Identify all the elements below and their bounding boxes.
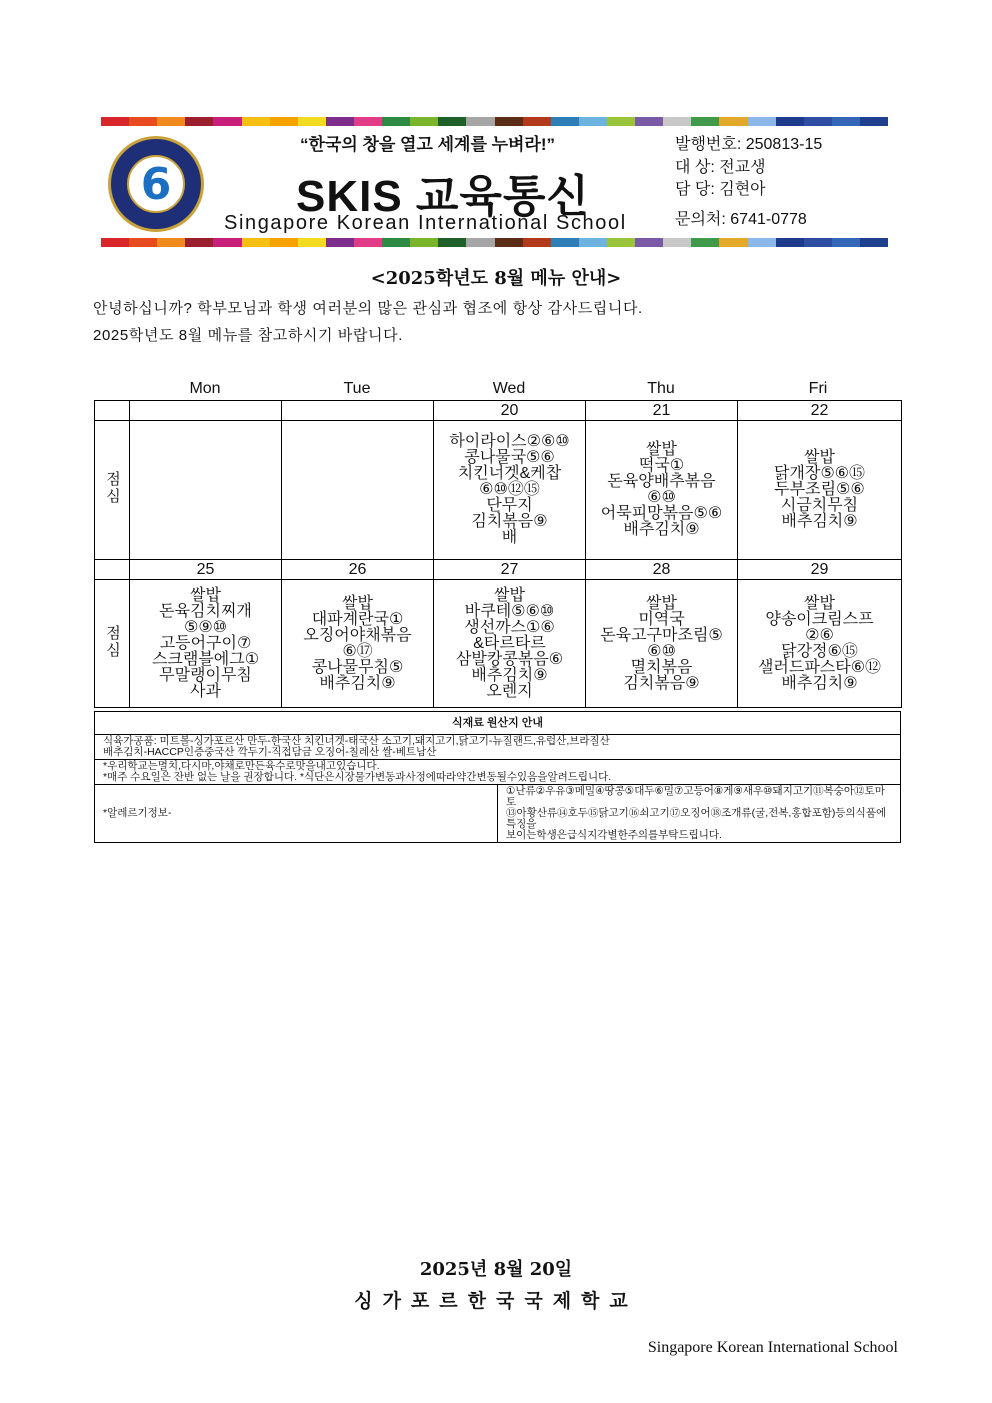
color-bar-segment — [382, 117, 410, 126]
header-color-bar-top — [101, 117, 888, 126]
meal-label — [95, 421, 130, 560]
color-bar-segment — [410, 238, 438, 247]
manager-label: 담 당: — [675, 181, 715, 198]
header-color-bar-bottom — [101, 238, 888, 247]
dish-item: 오징어야채볶음 — [303, 626, 412, 644]
dish-item: 무말랭이무침 — [159, 666, 252, 684]
color-bar-segment — [663, 238, 691, 247]
date-cell: 29 — [738, 560, 902, 580]
color-bar-segment — [523, 238, 551, 247]
meal-label — [95, 580, 130, 708]
color-bar-segment — [719, 238, 747, 247]
origin-line-1: 식육가공품: 미트볼-싱가포르산 만두-한국산 치킨너겟-태국산 소고기,돼지고기,닭고기-뉴질랜드,유럽산,브라질산 — [103, 735, 610, 747]
color-bar-segment — [607, 117, 635, 126]
color-bar-segment — [270, 238, 298, 247]
week2-meal-row — [95, 580, 902, 708]
greeting-line-1: 안녕하십니까? 학부모님과 학생 여러분의 많은 관심과 협조에 항상 감사드립니다. — [93, 300, 643, 317]
color-bar-segment — [129, 238, 157, 247]
color-bar-segment — [213, 117, 241, 126]
color-bar-segment — [101, 117, 129, 126]
date-row-label — [95, 560, 130, 580]
color-bar-segment — [748, 117, 776, 126]
color-bar-segment — [607, 238, 635, 247]
color-bar-segment — [157, 238, 185, 247]
color-bar-segment — [438, 117, 466, 126]
notice-title: <2025학년도 8월 메뉴 안내> — [370, 268, 622, 289]
dish-item: 치킨너겟&케찹 — [457, 465, 562, 482]
color-bar-segment — [691, 238, 719, 247]
dish-item: 사과 — [190, 682, 221, 700]
menu-cell — [130, 421, 282, 560]
color-bar-segment — [804, 117, 832, 126]
color-bar-segment — [466, 117, 494, 126]
origin-info — [95, 735, 901, 760]
allergy-row — [95, 785, 901, 843]
dish-item: 배추김치⑨ — [623, 521, 700, 538]
day-header-wed: Wed — [492, 380, 526, 397]
date-cell — [130, 401, 282, 421]
color-bar-segment — [157, 117, 185, 126]
allergy-line-1: ①난류②우유③메밀④땅콩⑤대두⑥밀⑦고등어⑧게⑨새우⑩돼지고기⑪복숭아⑫토마토 — [506, 785, 885, 808]
dish-item: 하이라이스②⑥⑩ — [449, 433, 570, 450]
date-row-label — [95, 401, 130, 421]
notes-table — [94, 711, 901, 843]
week1-meal-row — [95, 421, 902, 560]
allergy-info — [498, 785, 901, 843]
dish-item: 멸치볶음 — [630, 658, 693, 676]
color-bar-segment — [354, 117, 382, 126]
dish-item: 떡국① — [638, 457, 685, 474]
color-bar-segment — [860, 117, 888, 126]
week1-date-row — [95, 401, 902, 421]
menu-cell — [586, 421, 738, 560]
allergy-line-3: 보이는학생은급식지각별한주의를부탁드립니다. — [506, 829, 722, 841]
dish-item: 쌀밥 — [342, 594, 373, 612]
color-bar-segment — [495, 117, 523, 126]
dish-item: 쌀밥 — [646, 441, 677, 458]
date-cell: 20 — [434, 401, 586, 421]
color-bar-segment — [185, 238, 213, 247]
notice-row — [95, 760, 901, 785]
week2-date-row — [95, 560, 902, 580]
color-bar-segment — [185, 117, 213, 126]
dish-item: 닭개장⑤⑥⑮ — [773, 465, 866, 482]
newsletter-title: SKIS 교육통신 — [296, 172, 590, 221]
dish-item: 고등어구이⑦ — [159, 634, 252, 652]
dish-item: 배 — [501, 529, 518, 546]
color-bar-segment — [748, 238, 776, 247]
dish-item: 쌀밥 — [646, 594, 677, 612]
color-bar-segment — [242, 117, 270, 126]
color-bar-segment — [776, 117, 804, 126]
dish-item: 어묵피망볶음⑤⑥ — [600, 505, 723, 522]
color-bar-segment — [270, 117, 298, 126]
contact-label: 문의처: — [675, 211, 726, 228]
dish-item: 김치볶음⑨ — [471, 513, 548, 530]
color-bar-segment — [326, 238, 354, 247]
date-cell — [282, 401, 434, 421]
dish-item: 쌀밥 — [804, 449, 835, 466]
allergy-label: *알레르기정보- — [95, 785, 498, 843]
dish-item: 쌀밥 — [190, 586, 221, 604]
dish-item: 돈육고구마조림⑤ — [600, 626, 723, 644]
target-audience — [675, 154, 766, 177]
dish-item: 양송이크림스프 — [765, 610, 874, 628]
menu-cell — [738, 421, 902, 560]
color-bar-segment — [495, 238, 523, 247]
dish-item: 배추김치⑨ — [471, 666, 548, 684]
school-motto: “한국의 창을 열고 세계를 누벼라!” — [300, 135, 556, 154]
origin-row — [95, 735, 901, 760]
contact — [675, 206, 807, 229]
menu-cell — [282, 580, 434, 708]
dish-item: ⑥⑰ — [342, 642, 373, 660]
color-bar-segment — [860, 238, 888, 247]
origin-line-2: 배추김치-HACCP인증중국산 깍두기-직접담금 오징어-칠레산 쌀-베트남산 — [103, 746, 437, 758]
school-english-name: Singapore Korean International School — [224, 212, 627, 234]
dish-item: 샐러드파스타⑥⑫ — [757, 658, 882, 676]
menu-table — [94, 400, 902, 708]
color-bar-segment — [776, 238, 804, 247]
allergy-line-2: ⑬아황산류⑭호두⑮닭고기⑯쇠고기⑰오징어⑱조개류(굴,전복,홍합포함)등의식품에 특징을 — [506, 807, 887, 830]
dish-item: 스크램블에그① — [151, 650, 260, 668]
contact-value: 6741-0778 — [730, 211, 807, 228]
date-cell: 22 — [738, 401, 902, 421]
color-bar-segment — [635, 117, 663, 126]
dish-item: ⑥⑩ — [647, 489, 676, 506]
date-cell: 27 — [434, 560, 586, 580]
color-bar-segment — [242, 238, 270, 247]
greeting-line-2: 2025학년도 8월 메뉴를 참고하시기 바랍니다. — [93, 327, 403, 344]
color-bar-segment — [523, 117, 551, 126]
color-bar-segment — [551, 117, 579, 126]
date-cell: 21 — [586, 401, 738, 421]
day-header-mon: Mon — [189, 380, 221, 397]
dish-item: ⑥⑩ — [647, 642, 676, 660]
manager — [675, 176, 766, 199]
target-label: 대 상: — [675, 159, 715, 176]
color-bar-segment — [832, 117, 860, 126]
color-bar-segment — [804, 238, 832, 247]
dish-item: &타르타르 — [473, 634, 546, 652]
date-cell: 28 — [586, 560, 738, 580]
menu-cell — [586, 580, 738, 708]
dish-item: 쌀밥 — [804, 594, 835, 612]
dish-item: 대파계란국① — [311, 610, 404, 628]
dish-item: 바쿠테⑤⑥⑩ — [464, 602, 555, 620]
color-bar-segment — [354, 238, 382, 247]
issue-value: 250813-15 — [745, 136, 823, 153]
color-bar-segment — [213, 238, 241, 247]
dish-item: ②⑥ — [805, 626, 834, 644]
day-header-thu: Thu — [647, 380, 675, 397]
menu-cell — [282, 421, 434, 560]
dish-item: 단무지 — [486, 497, 533, 514]
color-bar-segment — [410, 117, 438, 126]
menu-cell — [434, 580, 586, 708]
issue-number — [675, 131, 822, 154]
notice-line-1: *우리학교는멸치,다시마,야채로만든육수로맛을내고있습니다. — [103, 760, 380, 772]
menu-cell — [130, 580, 282, 708]
dish-item: 생선까스①⑥ — [464, 618, 555, 636]
day-header-tue: Tue — [343, 380, 371, 397]
color-bar-segment — [101, 238, 129, 247]
dish-item: 배추김치⑨ — [319, 674, 396, 692]
menu-cell — [434, 421, 586, 560]
origin-title: 식재료 원산지 안내 — [95, 712, 901, 735]
color-bar-segment — [326, 117, 354, 126]
meal-label-text: 점심 — [104, 624, 121, 659]
dish-item: ⑥⑩⑫⑮ — [479, 481, 540, 498]
dish-item: 콩나물국⑤⑥ — [464, 449, 555, 466]
color-bar-segment — [298, 117, 326, 126]
color-bar-segment — [579, 238, 607, 247]
dish-item: 두부조림⑤⑥ — [774, 481, 865, 498]
color-bar-segment — [438, 238, 466, 247]
target-value: 전교생 — [719, 159, 766, 176]
dish-item: 돈육김치찌개 — [159, 602, 252, 620]
color-bar-segment — [129, 117, 157, 126]
menu-cell — [738, 580, 902, 708]
date-cell: 26 — [282, 560, 434, 580]
color-bar-segment — [551, 238, 579, 247]
dish-item: 오렌지 — [486, 682, 533, 700]
dish-item: ⑤⑨⑩ — [183, 618, 228, 636]
dish-item: 배추김치⑨ — [781, 674, 858, 692]
school-notice — [95, 760, 901, 785]
dish-item: 콩나물무침⑤ — [311, 658, 404, 676]
color-bar-segment — [691, 117, 719, 126]
dish-item: 시금치무침 — [780, 497, 859, 514]
color-bar-segment — [579, 117, 607, 126]
dish-item: 닭강정⑥⑮ — [781, 642, 858, 660]
dish-item: 삼발캉콩볶음⑥ — [455, 650, 564, 668]
dish-item: 돈육양배추볶음 — [607, 473, 716, 490]
origin-title-row — [95, 712, 901, 735]
date-cell: 25 — [130, 560, 282, 580]
color-bar-segment — [719, 117, 747, 126]
color-bar-segment — [635, 238, 663, 247]
logo-six-mark: 6 — [140, 159, 172, 210]
meal-label-text: 점심 — [104, 471, 121, 505]
dish-item: 배추김치⑨ — [781, 513, 858, 530]
school-logo — [108, 136, 204, 232]
issue-date: 2025년 8월 20일 — [419, 1259, 573, 1280]
dish-item: 미역국 — [638, 610, 685, 628]
issue-label: 발행번호: — [675, 136, 742, 153]
footer-school-english-name: Singapore Korean International School — [647, 1339, 898, 1356]
color-bar-segment — [466, 238, 494, 247]
dish-item: 쌀밥 — [494, 586, 525, 604]
color-bar-segment — [382, 238, 410, 247]
manager-value: 김현아 — [719, 181, 766, 198]
logo-emblem — [127, 155, 185, 213]
day-header-fri: Fri — [808, 380, 828, 397]
color-bar-segment — [298, 238, 326, 247]
notice-line-2: *매주 수요일은 잔반 없는 날을 권장합니다. *식단은시장물가변동과사정에따라약간변동될수있음을알려드립니다. — [103, 771, 612, 783]
school-korean-name: 싱가포르한국국제학교 — [354, 1290, 638, 1312]
dish-item: 김치볶음⑨ — [623, 674, 700, 692]
color-bar-segment — [663, 117, 691, 126]
color-bar-segment — [832, 238, 860, 247]
